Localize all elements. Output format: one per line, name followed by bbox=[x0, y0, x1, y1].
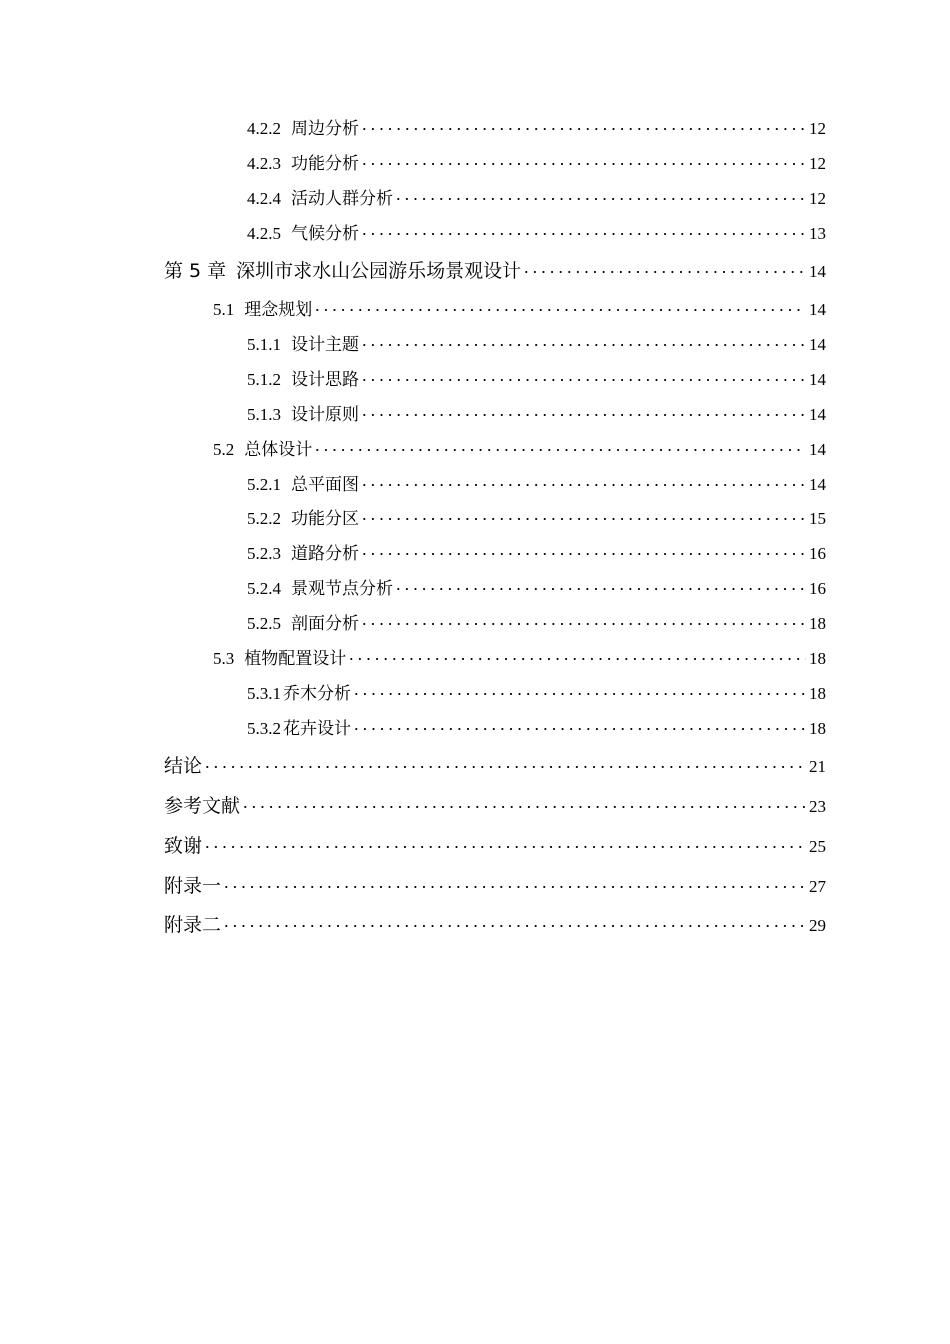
toc-entry-page: 18 bbox=[809, 649, 826, 668]
toc-entry-title: 附录一 bbox=[164, 875, 222, 897]
toc-entry-4-2-4[interactable] bbox=[247, 184, 826, 209]
toc-entry-5-1-2[interactable] bbox=[247, 365, 826, 390]
toc-entry-acknowledgements[interactable] bbox=[164, 831, 826, 858]
toc-entry-title: 致谢 bbox=[164, 835, 203, 857]
toc-entry-references[interactable] bbox=[164, 791, 826, 818]
toc-entry-5-2-1[interactable] bbox=[247, 470, 826, 495]
toc-entry-title: 设计主题 bbox=[291, 335, 359, 354]
toc-entry-page: 16 bbox=[809, 579, 826, 598]
toc-entry-title: 设计原则 bbox=[291, 405, 359, 424]
toc-entry-5-2-3[interactable] bbox=[247, 539, 826, 564]
toc-entry-number: 5.1 bbox=[213, 300, 235, 319]
toc-entry-page: 12 bbox=[809, 154, 826, 173]
toc-entry-page: 18 bbox=[809, 684, 826, 703]
toc-entry-title: 总平面图 bbox=[291, 475, 359, 494]
toc-entry-title: 功能分析 bbox=[291, 154, 359, 173]
toc-entry-number: 4.2.5 bbox=[247, 224, 281, 243]
dot-leader bbox=[360, 117, 806, 134]
dot-leader bbox=[313, 438, 806, 455]
toc-entry-title: 景观节点分析 bbox=[291, 579, 393, 598]
toc-entry-4-2-3[interactable] bbox=[247, 149, 826, 174]
toc-entry-page: 16 bbox=[809, 544, 826, 563]
toc-entry-title: 剖面分析 bbox=[291, 614, 359, 633]
toc-entry-title: 总体设计 bbox=[244, 440, 313, 459]
toc-entry-number: 4.2.3 bbox=[247, 154, 281, 173]
dot-leader bbox=[203, 753, 806, 772]
toc-entry-5-2-5[interactable] bbox=[247, 609, 826, 634]
dot-leader bbox=[360, 507, 806, 524]
dot-leader bbox=[241, 793, 806, 812]
toc-entry-title: 功能分区 bbox=[291, 509, 359, 528]
toc-entry-number: 5.3 bbox=[213, 649, 235, 668]
toc-entry-appendix-1[interactable] bbox=[164, 871, 826, 898]
toc-entry-title: 结论 bbox=[164, 755, 203, 777]
toc-entry-page: 27 bbox=[809, 877, 826, 896]
dot-leader bbox=[360, 368, 806, 385]
toc-entry-title: 理念规划 bbox=[244, 300, 313, 319]
toc-entry-number: 5.2 bbox=[213, 440, 235, 459]
dot-leader bbox=[360, 542, 806, 559]
toc-entry-page: 14 bbox=[809, 335, 826, 354]
toc-entry-page: 14 bbox=[809, 370, 826, 389]
dot-leader bbox=[360, 333, 806, 350]
dot-leader bbox=[360, 403, 806, 420]
toc-entry-4-2-2[interactable] bbox=[247, 114, 826, 139]
toc-entry-number: 5.2.2 bbox=[247, 509, 281, 528]
toc-entry-page: 15 bbox=[809, 509, 826, 528]
toc-entry-number: 第 5 章 bbox=[164, 260, 227, 282]
toc-entry-number: 5.1.3 bbox=[247, 405, 281, 424]
toc-entry-title: 道路分析 bbox=[291, 544, 359, 563]
toc-entry-page: 25 bbox=[809, 837, 826, 856]
toc-entry-page: 18 bbox=[809, 614, 826, 633]
toc-entry-4-2-5[interactable] bbox=[247, 219, 826, 244]
dot-leader bbox=[394, 577, 806, 594]
toc-entry-page: 12 bbox=[809, 189, 826, 208]
toc-entry-number: 5.3.1 bbox=[247, 684, 281, 703]
toc-entry-chapter-5[interactable] bbox=[164, 256, 826, 283]
dot-leader bbox=[222, 873, 806, 892]
dot-leader bbox=[347, 647, 806, 664]
toc-entry-page: 29 bbox=[809, 916, 826, 935]
toc-entry-page: 14 bbox=[809, 300, 826, 319]
toc-entry-title: 附录二 bbox=[164, 914, 222, 936]
toc-entry-number: 5.2.1 bbox=[247, 475, 281, 494]
toc-entry-number: 4.2.4 bbox=[247, 189, 281, 208]
dot-leader bbox=[360, 473, 806, 490]
toc-entry-page: 12 bbox=[809, 119, 826, 138]
toc-entry-5-1-3[interactable] bbox=[247, 400, 826, 425]
toc-entry-number: 5.2.3 bbox=[247, 544, 281, 563]
toc-entry-conclusion[interactable] bbox=[164, 751, 826, 778]
toc-entry-number: 5.3.2 bbox=[247, 719, 281, 738]
dot-leader bbox=[522, 258, 806, 277]
toc-entry-title: 周边分析 bbox=[291, 119, 359, 138]
toc-entry-title: 活动人群分析 bbox=[291, 189, 393, 208]
toc-entry-page: 14 bbox=[809, 405, 826, 424]
toc-entry-title: 参考文献 bbox=[164, 795, 241, 817]
dot-leader bbox=[352, 682, 806, 699]
toc-entry-page: 18 bbox=[809, 719, 826, 738]
toc-entry-5-1-1[interactable] bbox=[247, 330, 826, 355]
dot-leader bbox=[360, 222, 806, 239]
dot-leader bbox=[394, 187, 806, 204]
toc-entry-number: 5.1.1 bbox=[247, 335, 281, 354]
toc-entry-title: 花卉设计 bbox=[283, 719, 351, 738]
toc-entry-page: 23 bbox=[809, 797, 826, 816]
dot-leader bbox=[360, 612, 806, 629]
toc-entry-page: 21 bbox=[809, 757, 826, 776]
toc-entry-5-3-1[interactable] bbox=[247, 679, 826, 704]
toc-entry-5-3[interactable] bbox=[213, 644, 826, 669]
toc-entry-appendix-2[interactable] bbox=[164, 910, 826, 937]
toc-entry-title: 设计思路 bbox=[291, 370, 359, 389]
toc-entry-page: 13 bbox=[809, 224, 826, 243]
toc-entry-title: 深圳市求水山公园游乐场景观设计 bbox=[236, 260, 522, 282]
toc-entry-5-3-2[interactable] bbox=[247, 714, 826, 739]
toc-entry-5-1[interactable] bbox=[213, 295, 826, 320]
toc-entry-number: 5.2.4 bbox=[247, 579, 281, 598]
toc-entry-title: 植物配置设计 bbox=[244, 649, 347, 668]
toc-entry-number: 5.1.2 bbox=[247, 370, 281, 389]
toc-entry-5-2-4[interactable] bbox=[247, 574, 826, 599]
dot-leader bbox=[352, 717, 806, 734]
dot-leader bbox=[313, 298, 806, 315]
toc-entry-title: 乔木分析 bbox=[283, 684, 351, 703]
toc-entry-number: 4.2.2 bbox=[247, 119, 281, 138]
toc-entry-number: 5.2.5 bbox=[247, 614, 281, 633]
toc-entry-title: 气候分析 bbox=[291, 224, 359, 243]
dot-leader bbox=[222, 912, 806, 931]
toc-entry-page: 14 bbox=[809, 475, 826, 494]
toc-entry-5-2-2[interactable] bbox=[247, 504, 826, 529]
toc-entry-page: 14 bbox=[809, 440, 826, 459]
toc-entry-5-2[interactable] bbox=[213, 435, 826, 460]
dot-leader bbox=[360, 152, 806, 169]
dot-leader bbox=[203, 833, 806, 852]
toc-entry-page: 14 bbox=[809, 262, 826, 281]
